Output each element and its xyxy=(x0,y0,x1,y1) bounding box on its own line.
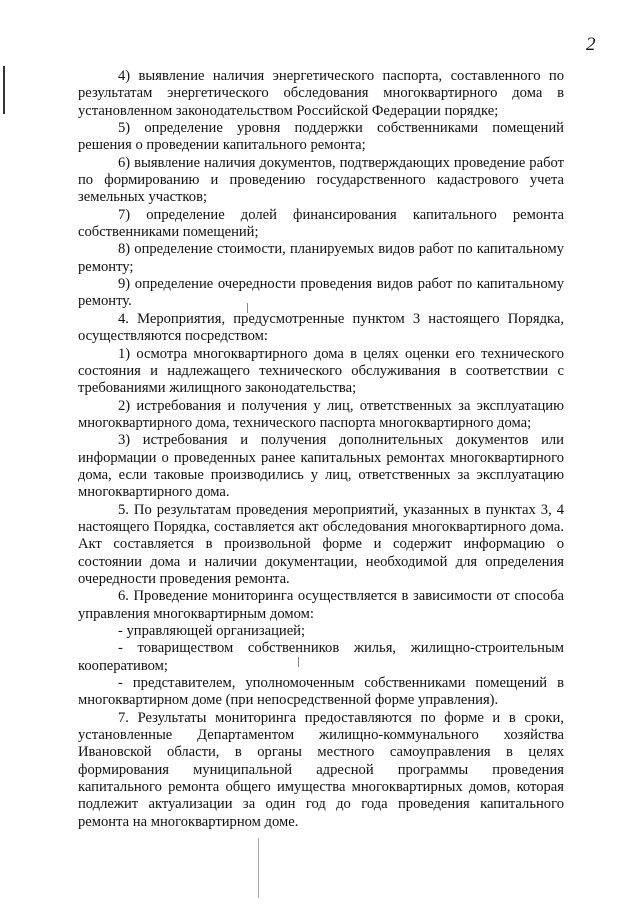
paragraph-item-8-cost-of-works: 8) определение стоимости, планируемых видов работ по капитальному ремонту; xyxy=(78,241,564,275)
paragraph-section-7: 7. Результаты мониторинга предоставляются по форме и в сроки, установленные Департаментом жилищно-коммунального хозяйства Ивановской области, в органы местного самоуправления в целях формирования муниципальной адресной программы проведения капитального ремонта общего имущества многоквартирных домов, которая подлежит актуализации за один год до года проведения капитального ремонта на многоквартирном доме. xyxy=(78,709,564,830)
paragraph-section-5: 5. По результатам проведения мероприятий, указанных в пунктах 3, 4 настоящего Порядка, составляется акт обследования многоквартирного дома. Акт составляется в произвольной форме и содержит информацию о состоянии дома и наличии документации, необходимой для определения очередности проведения ремонта. xyxy=(78,501,564,587)
paragraph-item-5-owner-support: 5) определение уровня поддержки собственниками помещений решения о проведении капитального ремонта; xyxy=(78,120,564,154)
document-body xyxy=(78,68,564,831)
paragraph-item-6-cadastral-documents: 6) выявление наличия документов, подтверждающих проведение работ по формированию и проведению государственного кадастрового учета земельных участков; xyxy=(78,154,564,206)
paragraph-section-4-item-1: 1) осмотра многоквартирного дома в целях оценки его технического состояния и надлежащего технического обслуживания в соответствии с требованиями жилищного законодательства; xyxy=(78,345,564,397)
paragraph-item-4-energy-passport: 4) выявление наличия энергетического паспорта, составленного по результатам энергетического обследования многоквартирного дома в установленном законодательством Российской Федерации порядке; xyxy=(78,68,564,119)
paragraph-section-6-owners-representative: - представителем, уполномоченным собственниками помещений в многоквартирном доме (при непосредственной форме управления). xyxy=(78,675,564,709)
scan-artifact-mark xyxy=(3,66,5,114)
paragraph-section-4-item-2: 2) истребования и получения у лиц, ответственных за эксплуатацию многоквартирного дома, технического паспорта многоквартирного дома; xyxy=(78,397,564,431)
paragraph-item-9-order-of-works: 9) определение очередности проведения видов работ по капитальному ремонту. xyxy=(78,276,564,310)
page-number: 2 xyxy=(586,34,596,55)
paragraph-section-6: 6. Проведение мониторинга осуществляется в зависимости от способа управления многоквартирным домом: xyxy=(78,588,564,622)
paragraph-section-4-item-3: 3) истребования и получения дополнительных документов или информации о проведенных ранее капитальных ремонтах многоквартирного дома, если таковые производились у лиц, ответственных за эксплуатацию многоквартирного дома. xyxy=(78,432,564,501)
paragraph-item-7-financing-shares: 7) определение долей финансирования капитального ремонта собственниками помещений; xyxy=(78,206,564,241)
paragraph-section-4: 4. Мероприятия, предусмотренные пунктом 3 настоящего Порядка, осуществляются посредством: xyxy=(78,310,564,345)
scan-artifact-mark xyxy=(258,838,259,898)
paragraph-section-6-homeowners-association: - товариществом собственников жилья, жилищно-строительным кооперативом; xyxy=(78,640,564,674)
paragraph-section-6-management-company: - управляющей организацией; xyxy=(118,623,306,639)
